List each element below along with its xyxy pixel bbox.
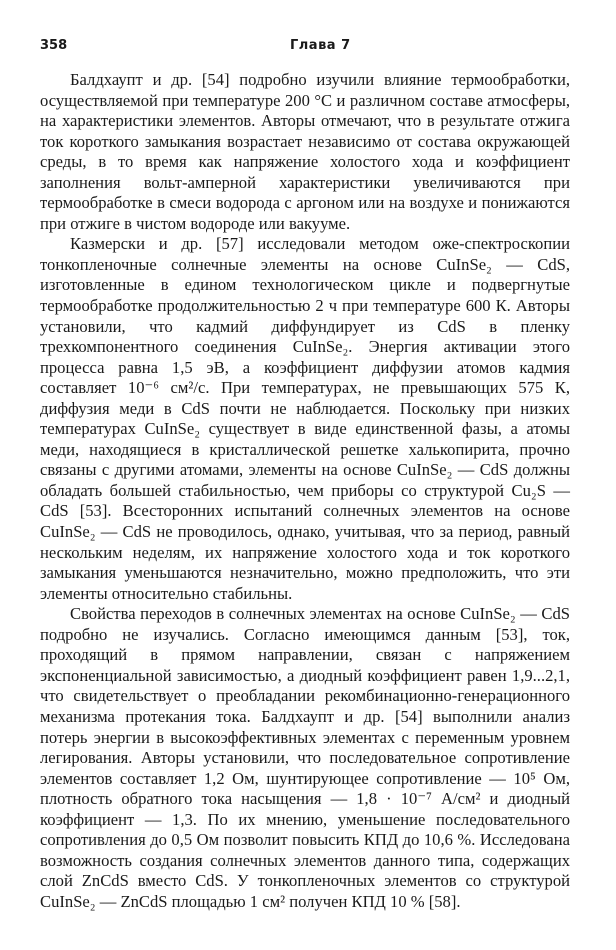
- paragraph: Казмерски и др. [57] исследовали методом оже-спектроскопии тонкопленочные солнечные элементы на основе CuInSe₂ — CdS, изготовленные в едином технологическом цикле и подвергнутые термообработке продолжительностью 2 ч при температуре 600 К. Авторы установили, что кадмий диффундирует из CdS в пленку трехкомпонентного соединения CuInSe₂. Энергия активации этого процесса равна 1,5 эВ, а коэффициент диффузии атомов кадмия составляет 10⁻⁶ см²/с. При температурах, не превышающих 575 К, диффузия меди в CdS почти не наблюдается. Поскольку при низких температурах CuInSe₂ существует в виде единственной фазы, а атомы меди, находящиеся в кристаллической решетке халькопирита, прочно связаны с другими атомами, элементы на основе CuInSe₂ — CdS должны обладать большей стабильностью, чем приборы со структурой Cu₂S — CdS [53]. Всесторонних испытаний солнечных элементов на основе CuInSe₂ — CdS не проводилось, однако, учитывая, что за период, равный нескольким неделям, их напряжение холостого хода и ток короткого замыкания уменьшаются незначительно, можно предположить, что эти элементы относительно стабильны.: [40, 234, 570, 603]
- paragraph: Балдхаупт и др. [54] подробно изучили влияние термообработки, осуществляемой при температуре 200 °С и различном составе атмосферы, на характеристики элементов. Авторы отмечают, что в результате отжига ток короткого замыкания возрастает независимо от состава окружающей среды, в то время как напряжение холостого хода и коэффициент заполнения вольт-амперной характеристики увеличиваются при термообработке в смеси водорода с аргоном или на воздухе и понижаются при отжиге в чистом водороде или вакууме.: [40, 70, 570, 233]
- body-text: [40, 70, 570, 912]
- paragraph: Свойства переходов в солнечных элементах на основе CuInSe₂ — CdS подробно не изучались. Согласно имеющимся данным [53], ток, проходящий в прямом направлении, связан с напряжением экспоненциальной зависимостью, а диодный коэффициент равен 1,9...2,1, что свидетельствует о преобладании рекомбинационно-генерационного механизма протекания тока. Балдхаупт и др. [54] выполнили анализ потерь энергии в высокоэффективных элементах с переменным уровнем легирования. Авторы установили, что последовательное сопротивление элементов составляет 1,2 Ом, шунтирующее сопротивление — 10⁵ Ом, плотность обратного тока насыщения — 1,8 · 10⁻⁷ А/см² и диодный коэффициент — 1,3. По их мнению, уменьшение последовательного сопротивления до 0,5 Ом позволит повысить КПД до 10,6 %. Исследована возможность создания солнечных элементов данного типа, содержащих слой ZnCdS вместо CdS. У тонкопленочных элементов со структурой CuInSe₂ — ZnCdS площадью 1 см² получен КПД 10 % [58].: [40, 604, 570, 911]
- page-number: 358: [40, 38, 68, 53]
- chapter-title: Глава 7: [290, 38, 351, 53]
- page-header: [40, 38, 576, 58]
